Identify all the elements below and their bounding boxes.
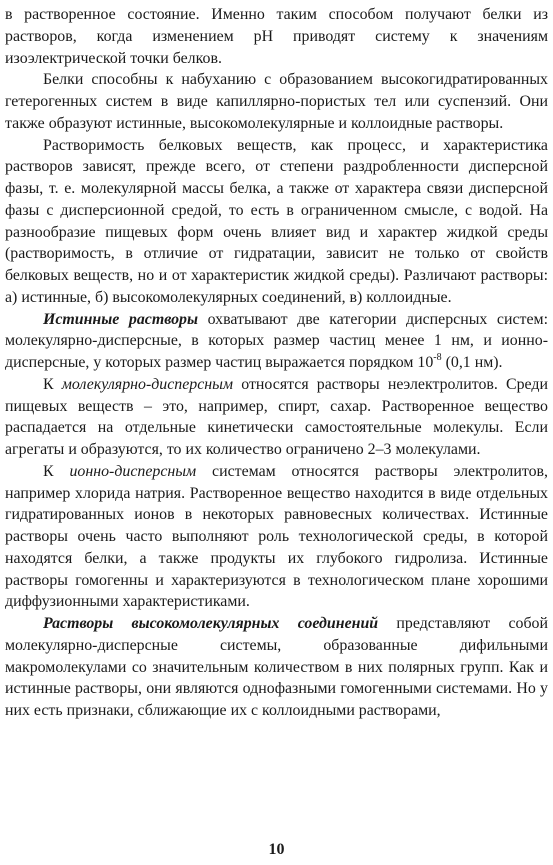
paragraph-1: в растворенное состояние. Именно таким способом получают белки из растворов, когда изменением pH приводят систему к значениям изоэлектрической точки белков. <box>5 6 548 67</box>
paragraph-5-text: относятся растворы неэлектролитов. Среди пищевых веществ – это, например, спирт, сахар. Растворенное вещество распадается на отдельные кинетически самостоятельные молекулы. Если агрегаты и образуются, то их количество ограничено 2–3 молекулами. <box>5 375 548 458</box>
paragraph-4-tail: (0,1 нм). <box>441 354 503 371</box>
paragraph-7 <box>5 613 548 722</box>
exponent: -8 <box>433 351 442 363</box>
paragraph-5-lead: К <box>43 375 62 393</box>
term-hmw-solutions: Растворы высокомолекулярных соединений <box>43 615 379 632</box>
paragraph-6 <box>5 461 548 613</box>
paragraph-7-text: представляют собой молекулярно-дисперсные системы, образованные дифильными макромолекулами со значительным количеством в них полярных групп. Как и истинные растворы, они являются однофазными гомогенными системами. Но у них есть признаки, сближающие их с коллоидными растворами, <box>5 615 548 719</box>
term-true-solutions: Истинные растворы <box>43 310 199 328</box>
paragraph-3: Растворимость белковых веществ, как процесс, и характеристика растворов зависят, прежде всего, от степени раздробленности дисперсной фазы, т. е. молекулярной массы белка, а также от характера связи дисперсной фазы с дисперсионной средой, то есть в ограниченном смысле, с водой. На разнообразие пищевых форм очень влияет вид и характер жидкой среды (растворимость, в отличие от гидратации, зависит не только от свойств белковых веществ, но и от характеристик жидкой среды). Различают растворы: а) истинные, б) высокомолекулярных соединений, в) коллоидные. <box>5 136 548 306</box>
term-ion-dispersed: ионно-дисперсным <box>69 462 197 480</box>
paragraph-5 <box>5 374 548 461</box>
paragraph-6-lead: К <box>43 462 70 480</box>
paragraph-2: Белки способны к набуханию с образованием высокогидратированных гетерогенных систем в виде капиллярно-пористых тел или суспензий. Они также образуют истинные, высокомолекулярные и коллоидные растворы. <box>5 71 548 132</box>
term-molecular-dispersed: молекулярно-дисперсным <box>61 375 234 393</box>
paragraph-4-text: охватывают две категории дисперсных систем: молекулярно-дисперсные, в которых размер частиц менее 1 нм, и ионно-дисперсные, у которых размер частиц выражается порядком 10 <box>5 310 548 371</box>
paragraph-4 <box>5 309 548 374</box>
page-number: 10 <box>268 841 285 858</box>
paragraph-6-text: системам относятся растворы электролитов, например хлорида натрия. Растворенное вещество находится в виде отдельных гидратированных ионов в некоторых равновесных количествах. Истинные растворы очень часто выполняют роль технологической среды, в которой находятся белки, а также продукты их глубокого гидролиза. Истинные растворы гомогенны и характеризуются в технологическом плане хорошими диффузионными характеристиками. <box>5 462 548 611</box>
